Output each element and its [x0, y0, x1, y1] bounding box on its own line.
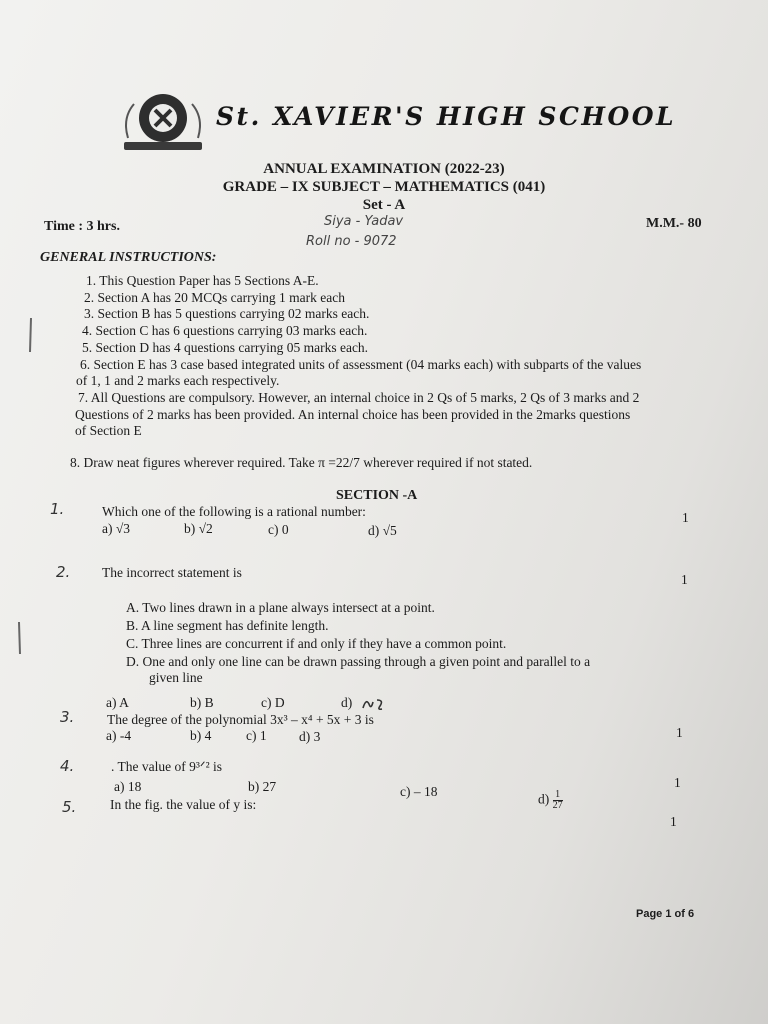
statement-d-continued: given line	[149, 670, 203, 685]
question-text: . The value of 9³ᐟ² is	[111, 759, 223, 774]
option-d: d)	[341, 695, 353, 710]
school-name: St. XAVIER'S HIGH SCHOOL	[216, 102, 677, 131]
instruction-item: of Section E	[75, 423, 142, 438]
section-heading: SECTION -A	[336, 488, 418, 503]
instruction-item: 3. Section B has 5 questions carrying 02 marks each.	[84, 306, 370, 321]
option-b: b) 4	[190, 728, 212, 743]
max-marks: M.M.- 80	[646, 216, 702, 231]
question-number: 2.	[56, 563, 71, 581]
instruction-item: 5. Section D has 4 questions carrying 05 marks each.	[82, 340, 369, 355]
question-marks: 1	[676, 725, 683, 740]
fraction-numerator: 1	[553, 790, 563, 801]
option-a: a) √3	[102, 521, 131, 536]
option-c: c) D	[261, 695, 285, 710]
option-c: c) 0	[268, 522, 289, 537]
fraction	[553, 790, 563, 811]
question-text: The degree of the polynomial 3x³ – x⁴ + 5x + 3 is	[107, 712, 374, 727]
handwritten-roll-number: Roll no - 9072	[306, 234, 397, 249]
instructions-heading: GENERAL INSTRUCTIONS:	[40, 250, 217, 265]
statement-a: A. Two lines drawn in a plane always intersect at a point.	[126, 600, 435, 615]
question-marks: 1	[670, 814, 677, 829]
set-label: Set - A	[362, 197, 406, 213]
option-d: d) 3	[299, 729, 321, 744]
statement-b: B. A line segment has definite length.	[126, 618, 329, 633]
handwritten-scribble	[360, 696, 386, 712]
question-marks: 1	[682, 510, 689, 525]
option-b: b) B	[190, 695, 214, 710]
instruction-item: 6. Section E has 3 case based integrated units of assessment (04 marks each) with subparts of the values	[80, 357, 642, 372]
instruction-item: Questions of 2 marks has been provided. An internal choice has been provided in the 2marks questions	[75, 407, 631, 422]
instruction-item: of 1, 1 and 2 marks each respectively.	[76, 373, 280, 388]
handwritten-name: Siya - Yadav	[324, 214, 404, 229]
margin-mark	[26, 316, 36, 356]
option-c: c) – 18	[400, 784, 438, 799]
school-logo	[118, 88, 208, 156]
time-label: Time : 3 hrs.	[44, 219, 120, 234]
option-a: a) A	[106, 695, 129, 710]
instruction-item: 1. This Question Paper has 5 Sections A-E.	[86, 273, 319, 288]
exam-title: ANNUAL EXAMINATION (2022-23)	[263, 161, 505, 177]
question-number: 5.	[62, 798, 77, 816]
option-b: b) √2	[184, 521, 213, 536]
fraction-denominator: 27	[552, 800, 563, 811]
instruction-item: 4. Section C has 6 questions carrying 03 marks each.	[82, 323, 368, 338]
statement-d: D. One and only one line can be drawn passing through a given point and parallel to a	[126, 654, 591, 669]
grade-subject-line: GRADE – IX SUBJECT – MATHEMATICS (041)	[222, 179, 546, 195]
question-number: 4.	[60, 757, 75, 775]
question-marks: 1	[681, 572, 688, 587]
instruction-item: 8. Draw neat figures wherever required. Take π =22/7 wherever required if not stated.	[70, 455, 533, 470]
option-d	[538, 790, 563, 811]
question-text: In the fig. the value of y is:	[110, 797, 257, 812]
question-text: The incorrect statement is	[102, 565, 242, 580]
question-number: 1.	[50, 500, 65, 518]
margin-mark	[14, 620, 24, 658]
instruction-item: 2. Section A has 20 MCQs carrying 1 mark each	[84, 290, 345, 305]
option-c: c) 1	[246, 728, 267, 743]
question-text: Which one of the following is a rational number:	[102, 504, 366, 519]
option-a: a) -4	[106, 728, 132, 743]
option-d: d) √5	[368, 523, 397, 538]
option-d-label: d)	[538, 791, 550, 807]
instruction-item: 7. All Questions are compulsory. However, an internal choice in 2 Qs of 5 marks, 2 Qs of 3 marks and 2	[78, 390, 640, 405]
question-number: 3.	[60, 708, 75, 726]
question-marks: 1	[674, 775, 681, 790]
statement-c: C. Three lines are concurrent if and only if they have a common point.	[126, 636, 507, 651]
option-a: a) 18	[114, 779, 142, 794]
option-b: b) 27	[248, 779, 277, 794]
page-number: Page 1 of 6	[636, 908, 695, 920]
